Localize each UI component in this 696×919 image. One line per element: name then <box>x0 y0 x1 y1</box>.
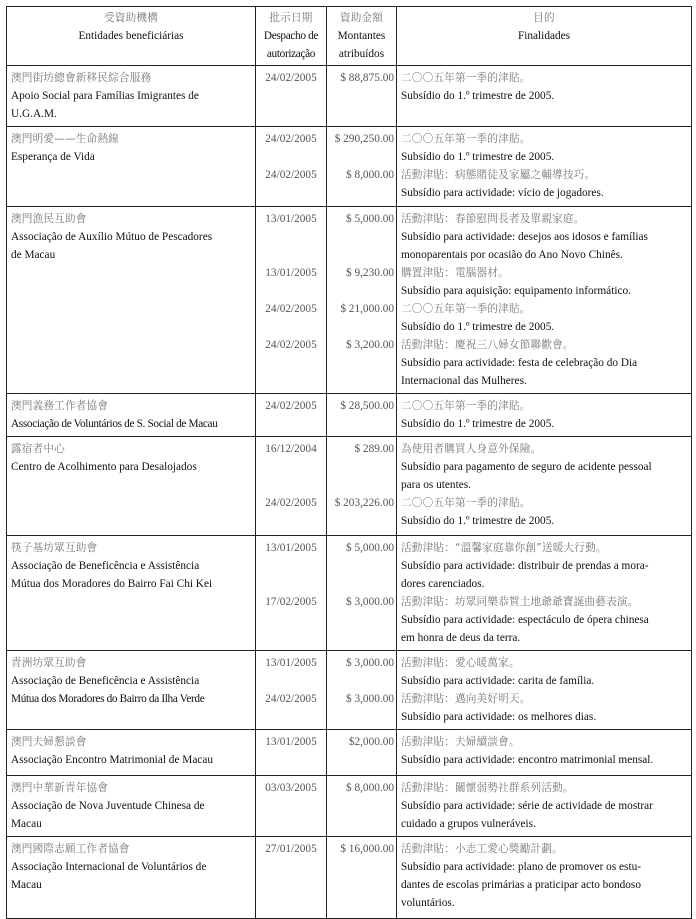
purpose-pt: Subsídio para actividade: vício de jogadores. <box>401 187 604 199</box>
purpose-zh: 二〇〇五年第一季的津貼。 <box>401 497 531 509</box>
entity-name-pt: Mútua dos Moradores do Bairro Fai Chi Kei <box>11 578 213 590</box>
purpose-cell <box>397 536 692 651</box>
entity-name-zh: 澳門街坊總會新移民綜合服務 <box>11 72 152 84</box>
grant-amount: $ 3,000.00 <box>345 596 394 608</box>
purpose-pt: voluntários. <box>401 897 455 909</box>
table-body <box>7 66 692 919</box>
table-header-row <box>7 7 692 66</box>
entity-name-pt: Esperança de Vida <box>11 151 95 163</box>
grant-date: 24/02/2005 <box>265 693 317 705</box>
grant-amount: $ 290,250.00 <box>334 133 394 145</box>
entity-name-zh: 露宿者中心 <box>11 443 65 455</box>
table-row <box>7 66 692 127</box>
purpose-zh: 活動津貼：夫婦續談會。 <box>401 736 520 748</box>
entity-name-pt: Associação de Beneficência e Assistência <box>11 675 200 687</box>
purpose-zh: 活動津貼：小志工愛心獎勵計劃。 <box>401 843 563 855</box>
grant-date: 24/02/2005 <box>265 303 317 315</box>
purpose-zh: 活動津貼：慶祝三八婦女節聯歡會。 <box>401 339 574 351</box>
purpose-cell <box>397 837 692 919</box>
header-amount <box>327 7 397 66</box>
grant-date: 24/02/2005 <box>265 72 317 84</box>
entity-name-zh: 青洲坊眾互助會 <box>11 657 87 669</box>
grant-date: 27/01/2005 <box>265 843 317 855</box>
entity-cell <box>7 730 256 776</box>
grant-date: 13/01/2005 <box>265 542 317 554</box>
grant-amount: $ 21,000.00 <box>340 303 394 315</box>
purpose-pt: Subsídio para actividade: plano de promover os estu- <box>401 861 641 873</box>
purpose-pt: Subsídio do 1.º trimestre de 2005. <box>401 515 555 527</box>
entity-name-pt: Mútua dos Moradores do Bairro da Ilha Verde <box>11 693 205 705</box>
purpose-pt: dores carenciados. <box>401 578 485 590</box>
date-cell <box>256 776 327 837</box>
purpose-pt: cuidado a grupos vulneráveis. <box>401 818 536 830</box>
purpose-cell <box>397 730 692 776</box>
entity-name-pt: Associação de Beneficência e Assistência <box>11 560 200 572</box>
entity-name-pt: Associação Encontro Matrimonial de Macau <box>11 754 214 766</box>
purpose-pt: Subsídio para actividade: carita de família. <box>401 675 595 687</box>
grant-amount: $ 16,000.00 <box>340 843 394 855</box>
entity-name-pt: Associação Internacional de Voluntários de <box>11 861 207 873</box>
grant-amount: $ 9,230.00 <box>345 267 394 279</box>
purpose-pt: Subsídio para actividade: série de actividade de mostrar <box>401 800 653 812</box>
grant-date: 17/02/2005 <box>265 596 317 608</box>
date-cell <box>256 536 327 651</box>
table-row <box>7 730 692 776</box>
table-row <box>7 776 692 837</box>
entity-cell <box>7 127 256 207</box>
entity-name-zh: 澳門明愛——生命熱線 <box>11 133 119 145</box>
grant-date: 24/02/2005 <box>265 339 317 351</box>
amount-cell <box>327 837 397 919</box>
purpose-zh: 活動津貼：坊眾同樂恭賀土地爺爺寶誕曲藝表演。 <box>401 596 639 608</box>
grant-date: 13/01/2005 <box>265 657 317 669</box>
header-date-zh: 批示日期 <box>269 12 313 24</box>
amount-cell <box>327 66 397 127</box>
entity-cell <box>7 837 256 919</box>
grant-amount: $ 289.00 <box>354 443 394 455</box>
table-row <box>7 837 692 919</box>
entity-name-pt: Macau <box>11 818 42 830</box>
purpose-pt: Subsídio para actividade: festa de celebração do Dia <box>401 357 638 369</box>
purpose-pt: Subsídio do 1.º trimestre de 2005. <box>401 90 555 102</box>
header-entity <box>7 7 256 66</box>
header-amount-zh: 資助金額 <box>339 12 384 24</box>
purpose-zh: 二〇〇五年第一季的津貼。 <box>401 400 531 412</box>
amount-cell <box>327 536 397 651</box>
table-row <box>7 127 692 207</box>
purpose-zh: 二〇〇五年第一季的津貼。 <box>401 303 531 315</box>
purpose-pt: dantes de escolas primárias a praticipar acto bondoso <box>401 879 641 891</box>
grant-date: 24/02/2005 <box>265 169 317 181</box>
table-row <box>7 437 692 536</box>
entity-cell <box>7 437 256 536</box>
purpose-pt: para os utentes. <box>401 479 471 491</box>
grant-date: 24/02/2005 <box>265 133 317 145</box>
table-row <box>7 394 692 437</box>
purpose-zh: 活動津貼：病態賭徒及家屬之輔導技巧。 <box>401 169 596 181</box>
entity-cell <box>7 66 256 127</box>
grant-amount: $ 203,226.00 <box>334 497 394 509</box>
entity-name-zh: 澳門中華新青年協會 <box>11 782 109 794</box>
header-purpose-zh: 目的 <box>533 12 555 24</box>
grant-amount: $ 28,500.00 <box>340 400 394 412</box>
purpose-pt: Subsídio para aquisição: equipamento informático. <box>401 285 631 297</box>
purpose-zh: 二〇〇五年第一季的津貼。 <box>401 72 531 84</box>
header-entity-pt: Entidades beneficiárias <box>78 30 184 42</box>
entity-name-zh: 澳門夫婦懇談會 <box>11 736 87 748</box>
purpose-pt: em honra de deus da terra. <box>401 632 521 644</box>
entity-name-zh: 澳門義務工作者協會 <box>11 400 109 412</box>
table-row <box>7 651 692 730</box>
grant-amount: $ 8,000.00 <box>345 169 394 181</box>
date-cell <box>256 651 327 730</box>
entity-name-zh: 澳門漁民互助會 <box>11 213 87 225</box>
grant-date: 13/01/2005 <box>265 267 317 279</box>
grant-amount: $ 3,000.00 <box>345 693 394 705</box>
purpose-pt: Subsídio do 1.º trimestre de 2005. <box>401 321 555 333</box>
entity-name-pt: Associação de Nova Juventude Chinesa de <box>11 800 205 812</box>
purpose-zh: 活動津貼：春節慰問長者及單親家庭。 <box>401 213 585 225</box>
grant-amount: $ 3,200.00 <box>345 339 394 351</box>
header-purpose-pt: Finalidades <box>517 30 571 42</box>
entity-name-pt: Apoio Social para Famílias Imigrantes de <box>11 90 199 102</box>
purpose-cell <box>397 651 692 730</box>
purpose-pt: Internacional das Mulheres. <box>401 375 527 387</box>
date-cell <box>256 66 327 127</box>
entity-name-pt: de Macau <box>11 249 56 261</box>
purpose-zh: 為使用者購買人身意外保險。 <box>401 443 542 455</box>
date-cell <box>256 437 327 536</box>
purpose-cell <box>397 207 692 394</box>
entity-cell <box>7 536 256 651</box>
purpose-pt: monoparentais por ocasião do Ano Novo Chinês. <box>401 249 623 261</box>
grant-date: 16/12/2004 <box>265 443 317 455</box>
entity-cell <box>7 394 256 437</box>
grant-date: 13/01/2005 <box>265 736 317 748</box>
amount-cell <box>327 730 397 776</box>
entity-cell <box>7 651 256 730</box>
purpose-zh: 活動津貼：關懷弱勢社群系列活動。 <box>401 782 574 794</box>
grant-date: 24/02/2005 <box>265 400 317 412</box>
header-date <box>256 7 327 66</box>
amount-cell <box>327 394 397 437</box>
purpose-cell <box>397 127 692 207</box>
purpose-pt: Subsídio para actividade: espectáculo de ópera chinesa <box>401 614 649 626</box>
purpose-cell <box>397 66 692 127</box>
grant-amount: $ 5,000.00 <box>345 213 394 225</box>
purpose-zh: 購置津貼：電腦器材。 <box>401 267 509 279</box>
header-purpose <box>397 7 692 66</box>
grant-date: 13/01/2005 <box>265 213 317 225</box>
purpose-pt: Subsídio para actividade: desejos aos idosos e famílias <box>401 231 648 243</box>
table-row <box>7 207 692 394</box>
entity-cell <box>7 776 256 837</box>
date-cell <box>256 394 327 437</box>
grant-date: 24/02/2005 <box>265 497 317 509</box>
entity-name-pt: Macau <box>11 879 42 891</box>
grant-date: 03/03/2005 <box>265 782 317 794</box>
purpose-zh: 活動津貼：愛心暖萬家。 <box>401 657 520 669</box>
header-entity-zh: 受資助機構 <box>104 12 158 24</box>
amount-cell <box>327 127 397 207</box>
entity-name-zh: 筷子基坊眾互助會 <box>11 542 98 554</box>
purpose-zh: 二〇〇五年第一季的津貼。 <box>401 133 531 145</box>
date-cell <box>256 127 327 207</box>
grant-amount: $ 3,000.00 <box>345 657 394 669</box>
amount-cell <box>327 437 397 536</box>
date-cell <box>256 207 327 394</box>
purpose-zh: 活動津貼：“溫馨家庭靠你創”送暖大行動。 <box>401 542 607 554</box>
date-cell <box>256 730 327 776</box>
table-row <box>7 536 692 651</box>
amount-cell <box>327 776 397 837</box>
purpose-cell <box>397 776 692 837</box>
purpose-pt: Subsídio do 1.º trimestre de 2005. <box>401 151 555 163</box>
purpose-pt: Subsídio para actividade: os melhores dias. <box>401 711 597 723</box>
header-amount-pt-1: Montantes <box>337 30 386 42</box>
entity-name-pt: Associação de Auxílio Mútuo de Pescadores <box>11 231 213 243</box>
grant-amount: $ 8,000.00 <box>345 782 394 794</box>
grant-amount: $ 88,875.00 <box>340 72 394 84</box>
amount-cell <box>327 207 397 394</box>
grants-table <box>6 6 692 919</box>
entity-name-pt: U.G.A.M. <box>11 108 57 120</box>
grant-amount: $2,000.00 <box>348 736 394 748</box>
grant-amount: $ 5,000.00 <box>345 542 394 554</box>
purpose-pt: Subsídio do 1.º trimestre de 2005. <box>401 418 555 430</box>
purpose-pt: Subsídio para actividade: distribuir de prendas a mora- <box>401 560 649 572</box>
header-amount-pt-2: atribuídos <box>338 48 385 60</box>
purpose-cell <box>397 394 692 437</box>
purpose-pt: Subsídio para pagamento de seguro de acidente pessoal <box>401 461 652 473</box>
amount-cell <box>327 651 397 730</box>
purpose-zh: 活動津貼：邁向美好明天。 <box>401 693 531 705</box>
header-date-pt-1: Despacho de <box>263 30 319 42</box>
header-date-pt-2: autorização <box>266 48 316 60</box>
entity-name-zh: 澳門國際志願工作者協會 <box>11 843 130 855</box>
purpose-pt: Subsídio para actividade: encontro matrimonial mensal. <box>401 754 654 766</box>
date-cell <box>256 837 327 919</box>
entity-name-pt: Associação de Voluntários de S. Social de Macau <box>11 418 218 430</box>
entity-cell <box>7 207 256 394</box>
entity-name-pt: Centro de Acolhimento para Desalojados <box>11 461 197 473</box>
purpose-cell <box>397 437 692 536</box>
